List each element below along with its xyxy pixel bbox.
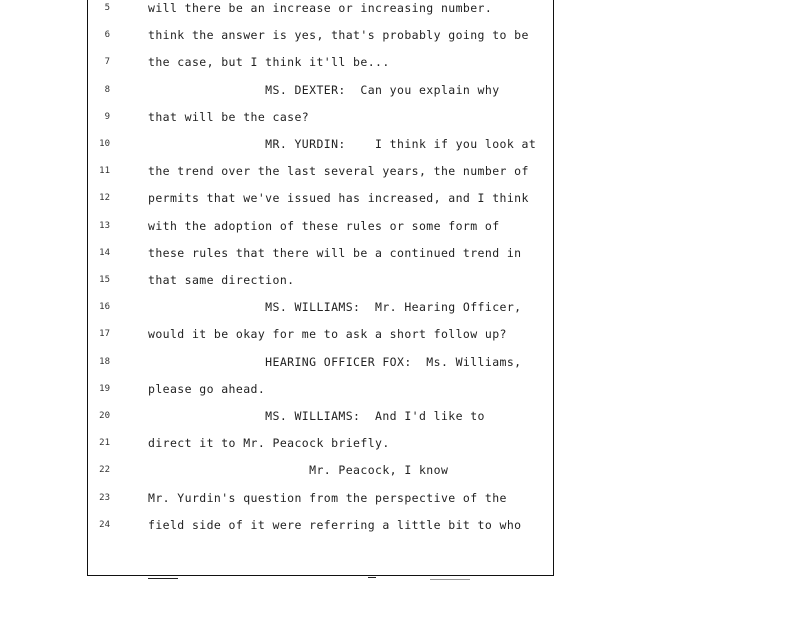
line-number: 5: [104, 3, 110, 13]
line-text: the trend over the last several years, the number of: [148, 164, 529, 179]
line-number: 8: [104, 84, 110, 95]
transcript-line: [88, 270, 555, 290]
line-text: HEARING OFFICER FOX: Ms. Williams,: [148, 354, 522, 369]
line-text: would it be okay for me to ask a short follow up?: [148, 327, 507, 342]
transcript-line: [88, 379, 555, 399]
line-number: 14: [99, 247, 110, 258]
transcript-line: [88, 134, 555, 154]
line-number: 16: [99, 302, 110, 313]
line-text: these rules that there will be a continued trend in: [148, 245, 522, 260]
transcript-line: [88, 460, 555, 480]
transcript-line: [88, 80, 555, 100]
transcript-line: [88, 297, 555, 317]
transcript-line: [88, 243, 555, 263]
line-text: Mr. Peacock, I know: [148, 463, 449, 478]
line-text: field side of it were referring a little bit to who: [148, 517, 522, 532]
transcript-line: [88, 107, 555, 127]
transcript-line: [88, 0, 555, 18]
line-number: 19: [99, 383, 110, 394]
line-number: 9: [104, 111, 110, 122]
scan-artifact: [368, 577, 376, 578]
line-text: that same direction.: [148, 273, 295, 287]
line-number: 6: [104, 30, 110, 41]
line-text: with the adoption of these rules or some form of: [148, 218, 500, 233]
line-number: 21: [99, 438, 110, 449]
line-number: 23: [99, 492, 110, 503]
transcript-line: [88, 324, 555, 344]
transcript-line: [88, 515, 555, 535]
line-text: Mr. Yurdin's question from the perspective of the: [148, 490, 507, 505]
transcript-page: [87, 0, 554, 576]
line-number: 24: [99, 519, 110, 530]
line-text: MS. WILLIAMS: Mr. Hearing Officer,: [148, 300, 522, 315]
line-text: will there be an increase or increasing number.: [148, 1, 493, 15]
line-number: 22: [99, 465, 110, 476]
line-text: direct it to Mr. Peacock briefly.: [148, 436, 390, 451]
transcript-line: [88, 52, 555, 72]
line-number: 13: [99, 220, 110, 231]
line-text: MS. WILLIAMS: And I'd like to: [148, 409, 485, 423]
line-text: permits that we've issued has increased, and I think: [148, 191, 529, 206]
line-number: 18: [99, 356, 110, 367]
line-number: 20: [99, 411, 110, 421]
transcript-line: [88, 25, 555, 45]
line-text: the case, but I think it'll be...: [148, 55, 390, 70]
line-number: 11: [99, 166, 110, 177]
line-number: 7: [104, 57, 110, 68]
line-text: MR. YURDIN: I think if you look at: [148, 137, 537, 151]
scan-artifact: [148, 578, 178, 579]
line-text: please go ahead.: [148, 381, 266, 396]
line-text: that will be the case?: [148, 109, 310, 124]
transcript-line: [88, 406, 555, 426]
line-text: think the answer is yes, that's probably going to be: [148, 28, 529, 43]
transcript-line: [88, 352, 555, 372]
transcript-line: [88, 433, 555, 453]
line-number: 15: [99, 275, 110, 285]
line-number: 12: [99, 193, 110, 204]
transcript-line: [88, 161, 555, 181]
transcript-line: [88, 216, 555, 236]
line-number: 17: [99, 329, 110, 340]
scan-artifact: [430, 579, 470, 580]
transcript-line: [88, 488, 555, 508]
transcript-line: [88, 188, 555, 208]
line-number: 10: [99, 139, 110, 149]
line-text: MS. DEXTER: Can you explain why: [148, 82, 500, 97]
